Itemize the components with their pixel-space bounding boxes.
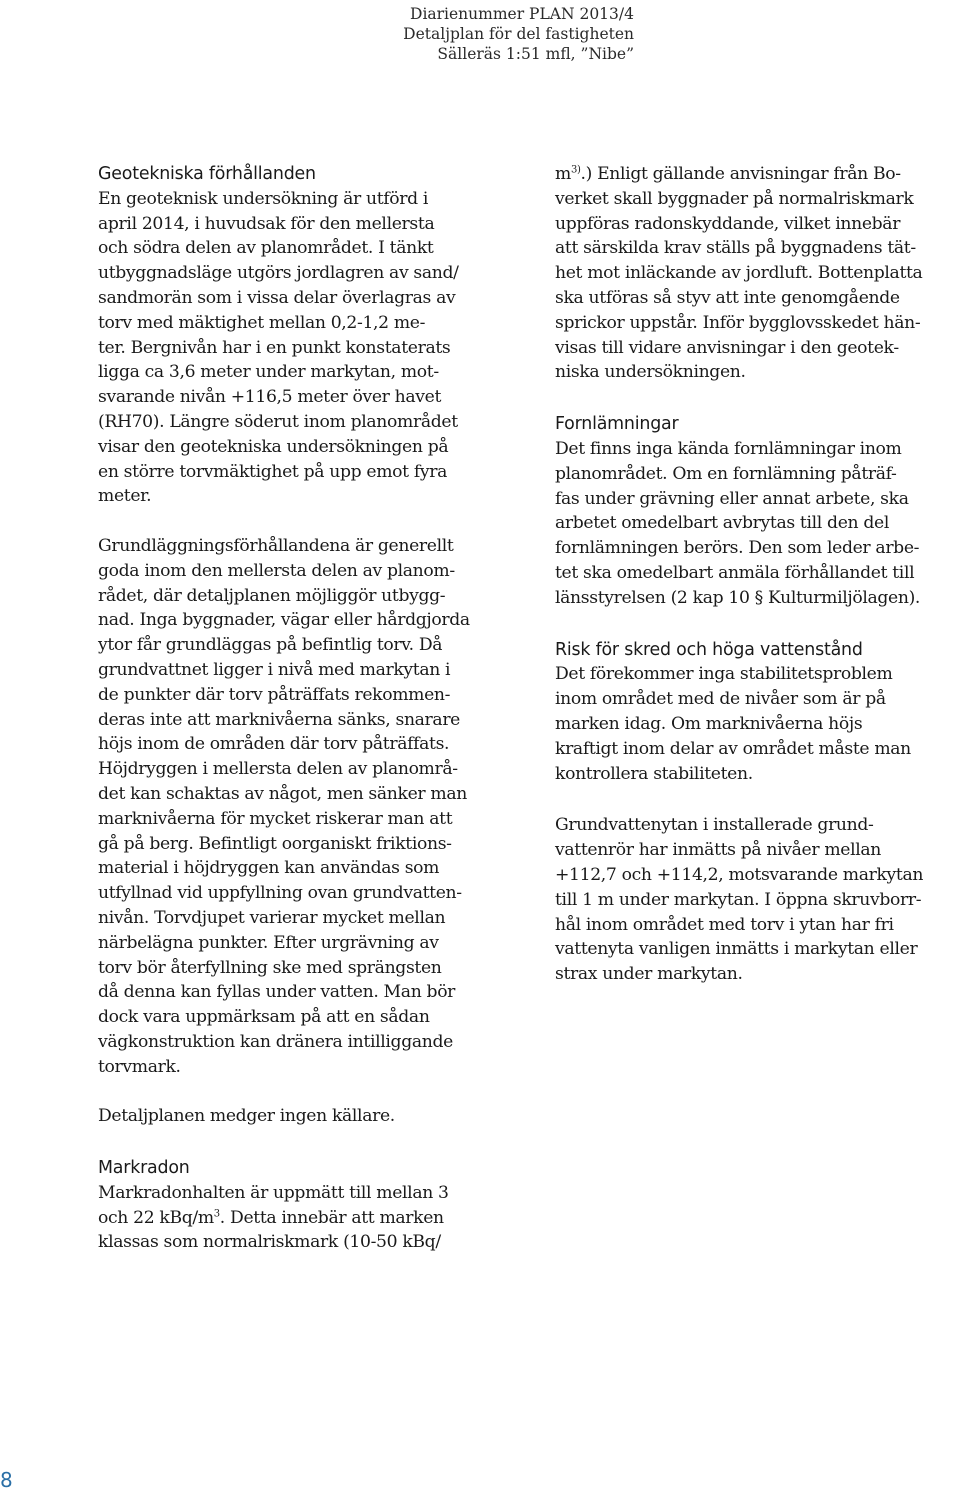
text-line: hål inom området med torv i ytan har fri (555, 914, 894, 935)
text-line: nivån. Torvdjupet varierar mycket mellan (98, 907, 446, 928)
paragraph-gap (555, 786, 955, 813)
groundwater-paragraph (555, 813, 955, 987)
text-line: Grundvattenytan i installerade grund- (555, 815, 874, 836)
geotechnical-heading: Geotekniska förhållanden (98, 164, 316, 184)
text-line: klassas som normalriskmark (10-50 kBq/ (98, 1232, 441, 1253)
text-line: visas till vidare anvisningar i den geotek- (555, 337, 899, 358)
text-line: att särskilda krav ställs på byggnadens tät- (555, 238, 916, 259)
text-line: strax under markytan. (555, 964, 743, 985)
text-line: uppföras radonskyddande, vilket innebär (555, 213, 901, 234)
radon-heading: Markradon (98, 1158, 190, 1179)
radon-continuation-paragraph (555, 162, 955, 385)
text-fragment: .) Enligt gällande anvisningar från Bo- (580, 164, 901, 184)
text-line: ytor får grundläggas på befintlig torv. Då (98, 635, 443, 656)
text-line: +112,7 och +114,2, motsvarande markytan (555, 864, 924, 885)
text-line: marknivåerna för mycket riskerar man att (98, 808, 453, 829)
paragraph-gap (98, 509, 518, 534)
ancient-monuments-heading: Fornlämningar (555, 414, 679, 435)
text-line: Det förekommer inga stabilitetsproblem (555, 664, 893, 685)
text-line: de punkter där torv påträffats rekommen- (98, 684, 451, 705)
text-line: det kan schaktas av något, men sänker man (98, 783, 467, 804)
text-line: och södra delen av planområdet. I tänkt (98, 238, 434, 259)
header-plan-title: Detaljplan för del fastigheten (403, 25, 634, 43)
page-number: 8 (0, 1468, 13, 1492)
text-line: närbelägna punkter. Efter urgrävning av (98, 932, 439, 953)
document-header (403, 4, 634, 64)
text-line: arbetet omedelbart avbrytas till den del (555, 513, 889, 534)
ancient-monuments-paragraph (555, 437, 955, 611)
left-column (98, 162, 518, 1255)
text-line: till 1 m under markytan. I öppna skruvborr- (555, 889, 922, 910)
text-line: fornlämningen berörs. Den som leder arbe- (555, 538, 920, 559)
text-line: höjs inom de områden där torv påträffats. (98, 734, 450, 755)
text-line: marken idag. Om marknivåerna höjs (555, 713, 863, 734)
text-line: utbyggnadsläge utgörs jordlagren av sand/ (98, 263, 459, 284)
text-line: En geoteknisk undersökning är utförd i (98, 188, 429, 209)
text-line: het mot inläckande av jordluft. Bottenplatta (555, 263, 923, 284)
paragraph-gap (98, 1129, 518, 1156)
basement-paragraph: Detaljplanen medger ingen källare. (98, 1106, 395, 1127)
text-line: niska undersökningen. (555, 362, 746, 383)
text-line: april 2014, i huvudsak för den mellersta (98, 213, 435, 234)
superscript: 3) (570, 164, 581, 176)
text-line: torvmark. (98, 1056, 181, 1077)
text-line: utfyllnad vid uppfyllning ovan grundvatten- (98, 883, 462, 904)
text-line: kraftigt inom delar av området måste man (555, 738, 911, 759)
text-line: nad. Inga byggnader, vägar eller hårdgjorda (98, 610, 470, 631)
foundation-paragraph (98, 534, 518, 1080)
text-line: ligga ca 3,6 meter under markytan, mot- (98, 362, 439, 383)
text-line: länsstyrelsen (2 kap 10 § Kulturmiljölagen). (555, 587, 921, 608)
text-line: torv med mäktighet mellan 0,2-1,2 me- (98, 312, 426, 333)
text-line: vägkonstruktion kan dränera intilliggande (98, 1031, 453, 1052)
header-property: Sälleräs 1:51 mfl, ”Nibe” (437, 45, 634, 63)
text-line: Markradonhalten är uppmätt till mellan 3 (98, 1182, 449, 1203)
text-line: sandmorän som i vissa delar överlagras av (98, 287, 456, 308)
header-diarienummer: Diarienummer PLAN 2013/4 (410, 5, 634, 23)
text-line: ter. Bergnivån har i en punkt konstaterats (98, 337, 451, 358)
geotechnical-paragraph (98, 187, 518, 509)
right-column (555, 162, 955, 987)
text-line: grundvattnet ligger i nivå med markytan i (98, 659, 451, 680)
text-line: svarande nivån +116,5 meter över havet (98, 387, 442, 408)
paragraph-gap (555, 385, 955, 412)
text-line: vattenrör har inmätts på nivåer mellan (555, 840, 882, 861)
text-line: inom området med de nivåer som är på (555, 689, 886, 710)
text-line: visar den geotekniska undersökningen på (98, 436, 449, 457)
landslide-risk-paragraph (555, 662, 955, 786)
text-line: torv bör återfyllning ske med sprängsten (98, 957, 442, 978)
text-line: ska utföras så styv att inte genomgående (555, 287, 900, 308)
text-line (98, 1206, 518, 1231)
text-line: deras inte att marknivåerna sänks, snarare (98, 709, 461, 730)
text-line: rådet, där detaljplanen möjliggör utbygg- (98, 585, 446, 606)
text-line: kontrollera stabiliteten. (555, 763, 753, 784)
text-line: vattenyta vanligen inmätts i markytan eller (555, 939, 918, 960)
text-line: goda inom den mellersta delen av planom- (98, 560, 455, 581)
text-line: Det finns inga kända fornlämningar inom (555, 438, 902, 459)
text-line: verket skall byggnader på normalriskmark (555, 188, 914, 209)
text-fragment: . Detta innebär att marken (219, 1207, 444, 1228)
text-line: planområdet. Om en fornlämning påträf- (555, 463, 897, 484)
text-fragment: och 22 kBq/m (98, 1207, 214, 1228)
text-line: då denna kan fyllas under vatten. Man bör (98, 982, 456, 1003)
text-line: tet ska omedelbart anmäla förhållandet till (555, 562, 915, 583)
text-line: material i höjdryggen kan användas som (98, 858, 440, 879)
paragraph-gap (555, 611, 955, 638)
text-line: Höjdryggen i mellersta delen av planområ- (98, 759, 458, 780)
text-line: (RH70). Längre söderut inom planområdet (98, 411, 458, 432)
radon-paragraph (98, 1181, 518, 1255)
text-line (555, 162, 955, 187)
text-line: fas under grävning eller annat arbete, ska (555, 488, 909, 509)
text-line: Grundläggningsförhållandena är generellt (98, 535, 454, 556)
superscript: 3 (213, 1207, 220, 1219)
text-line: gå på berg. Befintligt oorganiskt friktions- (98, 833, 452, 854)
text-line: meter. (98, 486, 152, 507)
text-fragment: m (555, 164, 571, 184)
text-line: en större torvmäktighet på upp emot fyra (98, 461, 447, 482)
text-line: sprickor uppstår. Inför bygglovsskedet hän- (555, 312, 921, 333)
paragraph-gap (98, 1079, 518, 1104)
text-line: dock vara uppmärksam på att en sådan (98, 1007, 430, 1028)
landslide-risk-heading: Risk för skred och höga vattenstånd (555, 639, 863, 660)
